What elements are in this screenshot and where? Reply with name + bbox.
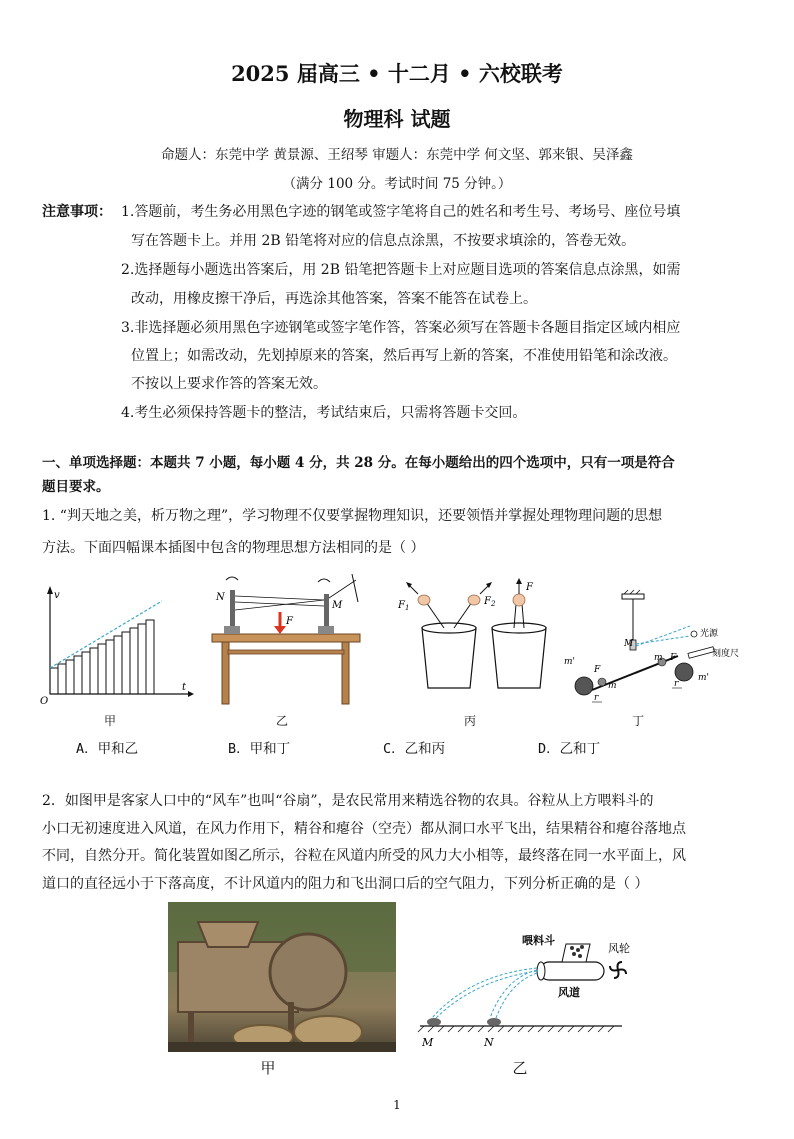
- q1-caption-yi: 乙: [275, 714, 288, 728]
- q1-option-b[interactable]: B．甲和丁: [228, 741, 291, 757]
- fig-ding-ruler-label: 刻度尺: [712, 649, 740, 659]
- q1-caption-jia: 甲: [103, 714, 116, 728]
- q2-stem-line-1: 2．如图甲是客家人口中的“风车”也叫“谷扇”，是农民常用来精选谷物的农具。谷粒从上方喂料斗的: [42, 793, 654, 809]
- fig-jia-t-label: t: [182, 682, 187, 693]
- fig-jia-v-label: v: [54, 590, 60, 601]
- q2-figure-yi-diagram: [410, 930, 640, 1055]
- exam-full-mark: （满分 100 分。考试时间 75 分钟。）: [282, 176, 512, 192]
- fig-bing-f1-label: $F_1$: [398, 600, 410, 612]
- q1-option-d[interactable]: D．乙和丁: [538, 741, 601, 757]
- notice-item-1-line-1: 1.答题前，考生务必用黑色字迹的钢笔或签字笔将自己的姓名和考生号、考场号、座位号填: [121, 204, 681, 220]
- fig-bing-f2-label: $F_2$: [484, 596, 496, 608]
- notice-item-3-line-2: 位置上；如需改动，先划掉原来的答案，然后再写上新的答案，不准使用铅笔和涂改液。: [131, 348, 677, 364]
- notice-item-4-line-1: 4.考生必须保持答题卡的整洁，考试结束后，只需将答题卡交回。: [121, 405, 527, 421]
- exam-authors: 命题人：东莞中学 黄景源、王绍琴 审题人：东莞中学 何文坚、郭来银、吴泽鑫: [161, 147, 633, 163]
- fig-ding-f-left-label: F: [594, 665, 601, 675]
- notice-item-2-line-2: 改动，用橡皮擦干净后，再选涂其他答案，答案不能答在试卷上。: [131, 291, 537, 307]
- q2-stem-line-4: 道口的直径远小于下落高度，不计风道内的阻力和飞出洞口后的空气阻力，下列分析正确的是（ ）: [42, 876, 649, 892]
- fig-ding-f-right-label: F: [670, 653, 677, 663]
- fig-yi-f-label: F: [286, 616, 293, 627]
- fig-ding-mprime-left-label: m': [564, 657, 576, 667]
- fig-ding-light-label: 光源: [700, 629, 719, 639]
- q2-fig-m-label: M: [422, 1036, 434, 1049]
- exam-subject: 物理科 试题: [343, 107, 451, 131]
- notice-item-1-line-2: 写在答题卡上。并用 2B 铅笔将对应的信息点涂黑，不按要求填涂的，答卷无效。: [131, 233, 636, 249]
- fig-ding-m-label: M: [624, 639, 634, 649]
- notice-item-3-line-3: 不按以上要求作答的答案无效。: [131, 376, 327, 392]
- q1-figure-jia-vt-graph: [38, 586, 198, 706]
- fig-ding-m-left-label: m: [608, 681, 617, 691]
- section-heading-line-2: 题目要求。: [42, 479, 110, 495]
- fig-ding-m-right-label: m: [654, 653, 663, 663]
- q2-stem-line-2: 小口无初速度进入风道，在风力作用下，精谷和瘪谷（空壳）都从洞口水平飞出，结果精谷和瘪谷落地点: [42, 821, 686, 837]
- notice-item-2-line-1: 2.选择题每小题选出答案后，用 2B 铅笔把答题卡上对应题目选项的答案信息点涂黑，如需: [121, 262, 681, 278]
- q2-fig-n-label: N: [484, 1036, 494, 1049]
- q2-caption-jia: 甲: [260, 1059, 276, 1077]
- fig-jia-origin-label: O: [40, 696, 49, 707]
- exam-title: 2025 届高三 • 十二月 • 六校联考: [231, 61, 563, 86]
- q1-stem-line-2: 方法。下面四幅课本插图中包含的物理思想方法相同的是（ ）: [42, 540, 425, 556]
- fig-ding-r-left-label: r: [594, 693, 599, 703]
- q1-stem-line-1: 1. “判天地之美，析万物之理”，学习物理不仅要掌握物理知识，还要领悟并掌握处理物理问题的思想: [42, 508, 663, 524]
- q1-caption-bing: 丙: [463, 714, 476, 728]
- fig-ding-r-right-label: r: [674, 679, 679, 689]
- q1-caption-ding: 丁: [631, 714, 644, 728]
- q2-fig-fan-label: 风轮: [608, 942, 630, 955]
- q1-option-a[interactable]: A．甲和乙: [76, 741, 139, 757]
- q2-stem-line-3: 不同，自然分开。简化装置如图乙所示，谷粒在风道内所受的风力大小相等，最终落在同一水平面上，风: [42, 848, 686, 864]
- q2-fig-hopper-label: 喂料斗: [522, 934, 555, 947]
- fig-bing-f-label: F: [526, 582, 533, 593]
- notice-label: 注意事项：: [42, 204, 112, 220]
- q1-figure-ding-torsion-balance: [562, 590, 740, 710]
- q2-caption-yi: 乙: [512, 1059, 528, 1077]
- fig-yi-m-label: M: [332, 600, 343, 611]
- page-number: 1: [393, 1098, 401, 1112]
- q1-figure-yi-mirror-table: [206, 572, 366, 712]
- q1-figure-bing-buckets: [396, 580, 556, 700]
- fig-ding-mprime-right-label: m': [698, 673, 710, 683]
- section-heading-line-1: 一、单项选择题：本题共 7 小题，每小题 4 分，共 28 分。在每小题给出的四个选项中，只有一项是符合: [42, 455, 675, 471]
- fig-yi-n-label: N: [216, 592, 225, 603]
- q2-fig-duct-label: 风道: [558, 986, 580, 999]
- q1-option-c[interactable]: C．乙和丙: [383, 741, 446, 757]
- q2-figure-jia-winnower-photo: [168, 902, 396, 1052]
- notice-item-3-line-1: 3.非选择题必须用黑色字迹钢笔或签字笔作答，答案必须写在答题卡各题目指定区域内相应: [121, 320, 681, 336]
